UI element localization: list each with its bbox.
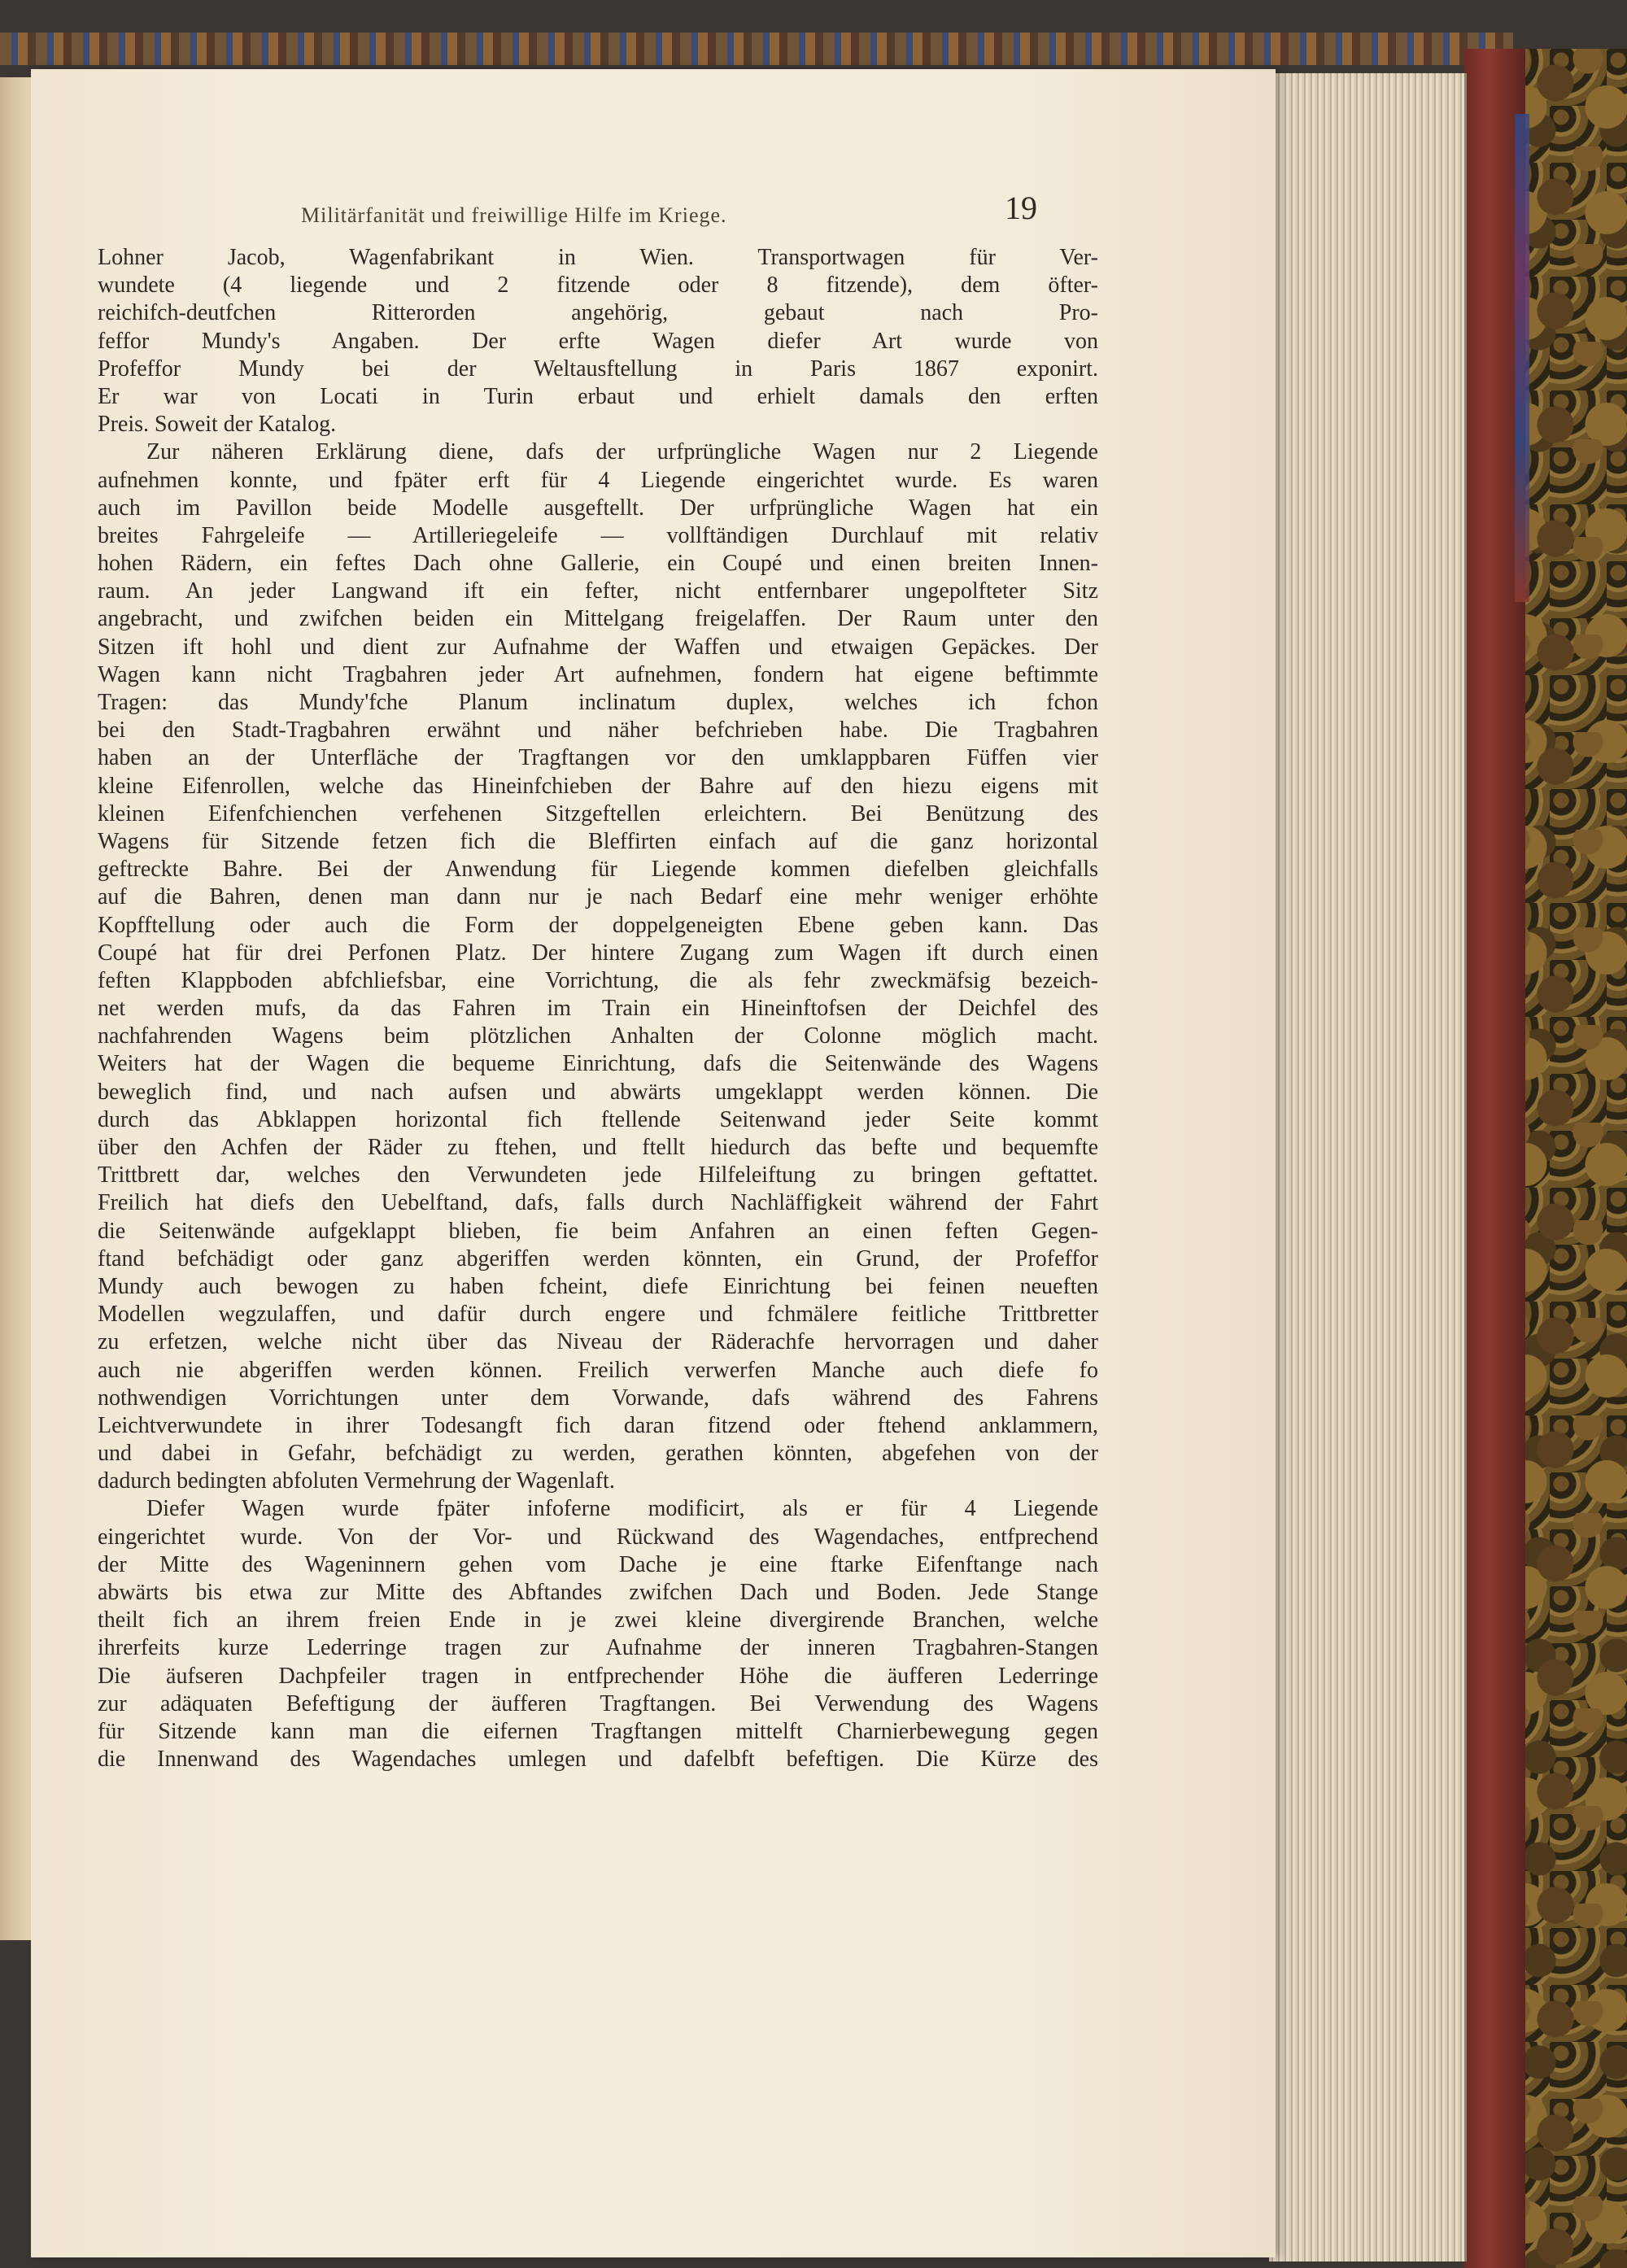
text-line: Profeffor Mundy bei der Weltausftellung in Paris 1867 exponirt. [98,355,1098,382]
text-line: eingerichtet wurde. Von der Vor- und Rückwand des Wagendaches, entfprechend [98,1524,1098,1550]
text-line: geftreckte Bahre. Bei der Anwendung für Liegende kommen diefelben gleichfalls [98,857,1098,883]
text-line: Freilich hat diefs den Uebelftand, dafs, falls durch Nachläffigkeit während der Fahrt [98,1190,1098,1216]
text-line: Preis. Soweit der Katalog. [98,412,337,438]
page-stack-edge [1269,73,1467,2261]
text-line: aufnehmen konnte, und fpäter erft für 4 Liegende eingerichtet wurde. Es waren [98,467,1098,493]
text-line: der Mitte des Wageninnern gehen vom Dache je eine ftarke Eifenftange nach [98,1551,1098,1577]
text-line: Weiters hat der Wagen die bequeme Einrichtung, dafs die Seitenwände des Wagens [98,1051,1098,1077]
page-number: 19 [1005,190,1037,226]
text-line: Lohner Jacob, Wagenfabrikant in Wien. Transportwagen für Ver- [98,245,1098,270]
text-line: Die äufseren Dachpfeiler tragen in entfprechender Höhe die äufferen Lederringe [98,1663,1098,1689]
text-line: Diefer Wagen wurde fpäter infoferne modificirt, als er für 4 Liegende [146,1496,1098,1522]
text-line: Modellen wegzulaffen, und dafür durch engere und fchmälere feitliche Trittbretter [98,1302,1098,1328]
text-line: kleine Eifenrollen, welche das Hineinfchieben der Bahre auf den hiezu eigens mit [98,773,1098,799]
text-line: ftand befchädigt oder ganz abgeriffen werden könnten, ein Grund, der Profeffor [98,1245,1098,1271]
text-line: hohen Rädern, ein feftes Dach ohne Gallerie, ein Coupé und einen breiten Innen- [98,551,1098,577]
text-line: Kopfftellung oder auch die Form der doppelgeneigten Ebene geben kann. Das [98,912,1098,938]
text-line: wundete (4 liegende und 2 fitzende oder 8 fitzende), dem öfter- [98,273,1098,299]
text-line: Coupé hat für drei Perfonen Platz. Der hintere Zugang zum Wagen ift durch einen [98,940,1098,966]
cover-ribbon [1515,114,1529,602]
text-line: Wagen kann nicht Tragbahren jeder Art aufnehmen, fondern hat eigene beftimmte [98,661,1098,687]
text-line: theilt fich an ihrem freien Ende in je zwei kleine divergirende Branchen, welche [98,1607,1098,1633]
text-line: nothwendigen Vorrichtungen unter dem Vorwande, dafs während des Fahrens [98,1385,1098,1411]
text-line: haben an der Unterfläche der Tragftangen vor den umklappbaren Füffen vier [98,745,1098,771]
text-line: und dabei in Gefahr, befchädigt zu werden, gerathen könnten, abgefehen von der [98,1441,1098,1467]
text-line: reichifch-deutfchen Ritterorden angehörig, gebaut nach Pro- [98,300,1098,326]
body-text [98,244,1098,1773]
text-line: breites Fahrgeleife — Artilleriegeleife — vollftändigen Durchlauf mit relativ [98,522,1098,548]
text-line: Leichtverwundete in ihrer Todesangft fich daran fitzend oder ftehend anklammern, [98,1412,1098,1438]
text-line: Trittbrett dar, welches den Verwundeten jede Hilfeleiftung zu bringen geftattet. [98,1162,1098,1189]
text-line: Er war von Locati in Turin erbaut und erhielt damals den erften [98,383,1098,409]
text-line: bei den Stadt-Tragbahren erwähnt und näher befchrieben habe. Die Tragbahren [98,717,1098,744]
left-page-fragment [0,77,33,1940]
text-line: durch das Abklappen horizontal fich ftellende Seitenwand jeder Seite kommt [98,1106,1098,1132]
text-line: nachfahrenden Wagens beim plötzlichen Anhalten der Colonne möglich macht. [98,1023,1098,1049]
text-line: über den Achfen der Räder zu ftehen, und ftellt hiedurch das befte und bequemfte [98,1135,1098,1160]
text-line: net werden mufs, da das Fahren im Train ein Hineinftofsen der Deichfel des [98,996,1098,1022]
text-line: Sitzen ift hohl und dient zur Aufnahme der Waffen und etwaigen Gepäckes. Der [98,634,1098,660]
text-line: für Sitzende kann man die eifernen Tragftangen mittelft Charnierbewegung gegen [98,1718,1098,1744]
book-top-edge [0,33,1513,65]
text-line: feffor Mundy's Angaben. Der erfte Wagen diefer Art wurde von [98,328,1098,354]
text-line: Tragen: das Mundy'fche Planum inclinatum duplex, welches ich fchon [98,690,1098,715]
text-line: kleinen Eifenfchienchen verfehenen Sitzgeftellen erleichtern. Bei Benützung des [98,800,1098,827]
text-line: ihrerfeits kurze Lederringe tragen zur Aufnahme der inneren Tragbahren-Stangen [98,1635,1098,1661]
text-line: abwärts bis etwa zur Mitte des Abftandes zwifchen Dach und Boden. Jede Stange [98,1580,1098,1605]
running-title: Militärfanität und freiwillige Hilfe im Kriege. [301,203,727,227]
text-line: dadurch bedingten abfoluten Vermehrung der Wagenlaft. [98,1468,615,1494]
text-line: zur adäquaten Befeftigung der äufferen Tragftangen. Bei Verwendung des Wagens [98,1690,1098,1716]
text-line: Mundy auch bewogen zu haben fcheint, diefe Einrichtung bei feinen neueften [98,1273,1098,1299]
text-line: auch im Pavillon beide Modelle ausgeftellt. Der urfprüngliche Wagen hat ein [98,495,1098,521]
text-line: auch nie abgeriffen werden können. Freilich verwerfen Manche auch diefe fo [98,1357,1098,1383]
text-line: raum. An jeder Langwand ift ein fefter, nicht entfernbarer ungepolfteter Sitz [98,578,1098,604]
text-line: Zur näheren Erklärung diene, dafs der urfprüngliche Wagen nur 2 Liegende [146,439,1098,465]
text-line: feften Klappboden abfchliefsbar, eine Vorrichtung, die als fehr zweckmäfsig bezeich- [98,967,1098,993]
text-line: angebracht, und zwifchen beiden ein Mittelgang freigelaffen. Der Raum unter den [98,606,1098,632]
text-line: Wagens für Sitzende fetzen fich die Bleffirten einfach auf die ganz horizontal [98,828,1098,854]
text-line: beweglich find, und nach aufsen und abwärts umgeklappt werden können. Die [98,1079,1098,1105]
text-line: auf die Bahren, denen man dann nur je nach Bedarf eine mehr weniger erhöhte [98,884,1098,910]
text-line: die Seitenwände aufgeklappt blieben, fie beim Anfahren an einen feften Gegen- [98,1218,1098,1244]
text-line: zu erfetzen, welche nicht über das Niveau der Räderachfe hervorragen und daher [98,1329,1098,1355]
text-line: die Innenwand des Wagendaches umlegen und dafelbft befeftigen. Die Kürze des [98,1747,1098,1773]
